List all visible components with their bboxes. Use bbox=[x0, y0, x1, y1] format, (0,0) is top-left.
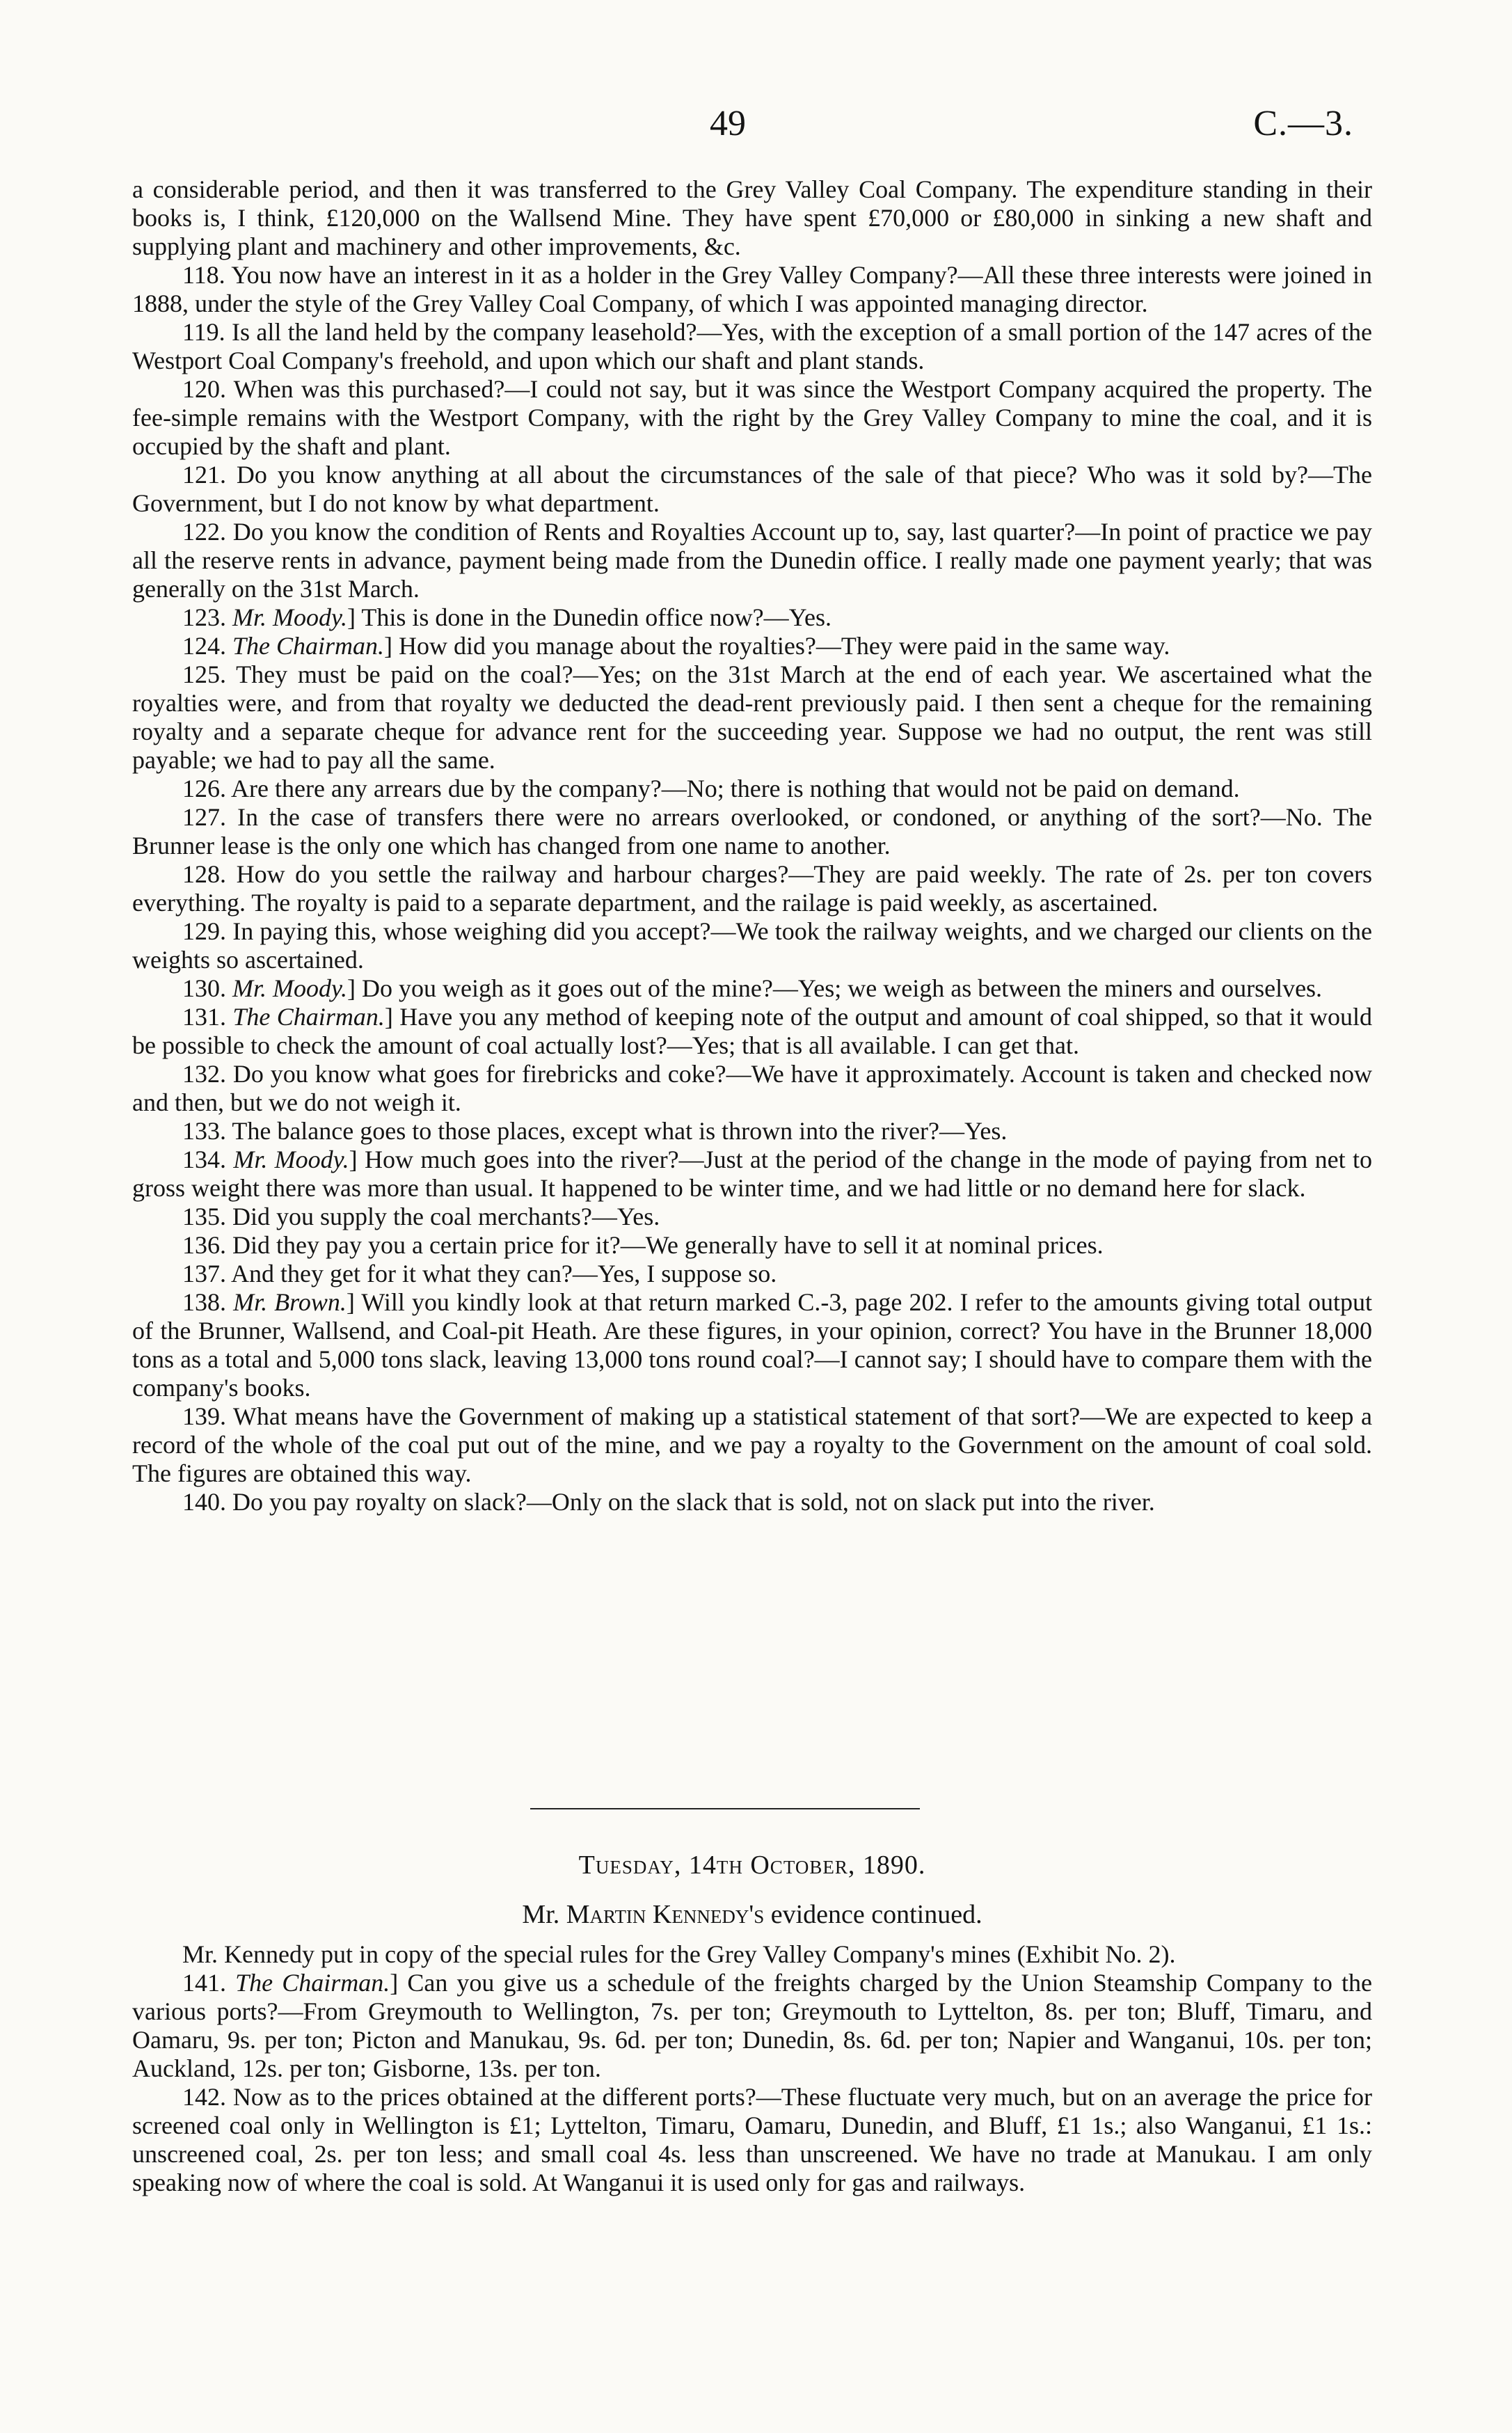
paragraph: 134. Mr. Moody.] How much goes into the river?—Just at the period of the change in the mode of paying from net to gross weight there was more than usual. It happened to be winter time, and we had little or no demand here for slack. bbox=[132, 1146, 1372, 1202]
question-number: 138. bbox=[182, 1288, 226, 1316]
paragraph: 118. You now have an interest in it as a holder in the Grey Valley Company?—All these three interests were joined in 1888, under the style of the Grey Valley Coal Company, of which I was appointed managing director. bbox=[132, 261, 1372, 317]
paragraph-text: Will you kindly look at that return marked C.-3, page 202. I refer to the amounts giving total output of the Brunner, Wallsend, and Coal-pit Heath. Are these figures, in your opinion, correct? You have in the Brunner 18,000 tons as a total and 5,000 tons slack, leaving 13,000 tons round coal?—I cannot say; I should have to compare them with the company's books. bbox=[132, 1288, 1372, 1402]
question-number: 123. bbox=[182, 603, 226, 631]
paragraph: 133. The balance goes to those places, except what is thrown into the river?—Yes. bbox=[182, 1117, 1008, 1145]
paragraph: 138. Mr. Brown.] Will you kindly look at that return marked C.-3, page 202. I refer to the amounts giving total output of the Brunner, Wallsend, and Coal-pit Heath. Are these figures, in your opinion, correct? You have in the Brunner 18,000 tons as a total and 5,000 tons slack, leaving 13,000 tons round coal?—I cannot say; I should have to compare them with the company's books. bbox=[132, 1288, 1372, 1402]
paragraph: 136. Did they pay you a certain price for it?—We generally have to sell it at nominal prices. bbox=[182, 1231, 1104, 1259]
paragraph: 120. When was this purchased?—I could not say, but it was since the Westport Company acquired the property. The fee-simple remains with the Westport Company, with the right by the Grey Valley Company to mine the coal, and it is occupied by the shaft and plant. bbox=[132, 375, 1372, 460]
paragraph-text: Can you give us a schedule of the freights charged by the Union Steamship Company to the various ports?—From Greymouth to Wellington, 7s. per ton; Greymouth to Lyttelton, 8s. per ton; Bluff, Timaru, and Oamaru, 9s. per ton; Picton and Manukau, 9s. 6d. per ton; Dunedin, 8s. 6d. per ton; Napier and Wanganui, 10s. per ton; Auckland, 12s. per ton; Gisborne, 13s. per ton. bbox=[132, 1969, 1372, 2082]
paragraph: 140. Do you pay royalty on slack?—Only on the slack that is sold, not on slack put into the river. bbox=[182, 1488, 1155, 1516]
paragraph: 141. The Chairman.] Can you give us a schedule of the freights charged by the Union Steamship Company to the various ports?—From Greymouth to Wellington, 7s. per ton; Greymouth to Lyttelton, 8s. per ton; Bluff, Timaru, and Oamaru, 9s. per ton; Picton and Manukau, 9s. 6d. per ton; Dunedin, 8s. 6d. per ton; Napier and Wanganui, 10s. per ton; Auckland, 12s. per ton; Gisborne, 13s. per ton. bbox=[132, 1969, 1372, 2082]
section-divider bbox=[530, 1808, 920, 1809]
paragraph: 121. Do you know anything at all about the circumstances of the sale of that piece? Who was it sold by?—The Government, but I do not know by what department. bbox=[132, 461, 1372, 517]
evidence-body bbox=[132, 175, 1372, 1516]
speaker: The Chairman. bbox=[232, 632, 385, 660]
page-number: 49 bbox=[710, 104, 746, 143]
paragraph: Mr. Kennedy put in copy of the special rules for the Grey Valley Company's mines (Exhibit No. 2). bbox=[182, 1940, 1176, 1968]
continued-evidence-section bbox=[132, 1851, 1372, 2197]
speaker: Mr. Moody. bbox=[233, 1146, 349, 1173]
paragraph: 126. Are there any arrears due by the company?—No; there is nothing that would not be paid on demand. bbox=[182, 775, 1240, 802]
paragraph: 137. And they get for it what they can?—Yes, I suppose so. bbox=[182, 1260, 777, 1287]
paragraph-text: This is done in the Dunedin office now?—Yes. bbox=[356, 603, 831, 631]
question-number: 134. bbox=[182, 1146, 226, 1173]
paragraph: 119. Is all the land held by the company leasehold?—Yes, with the exception of a small portion of the 147 acres of the Westport Coal Company's freehold, and upon which our shaft and plant stands. bbox=[132, 318, 1372, 374]
paragraph: a considerable period, and then it was transferred to the Grey Valley Coal Company. The expenditure standing in their books is, I think, £120,000 on the Wallsend Mine. They have spent £70,000 or £80,000 in sinking a new shaft and supplying plant and machinery and other improvements, &c. bbox=[132, 175, 1372, 260]
question-number: 130. bbox=[182, 974, 226, 1002]
paragraph-text: How much goes into the river?—Just at the period of the change in the mode of paying from net to gross weight there was more than usual. It happened to be winter time, and we had little or no demand here for slack. bbox=[132, 1146, 1372, 1202]
paragraph: 139. What means have the Government of making up a statistical statement of that sort?—We are expected to keep a record of the whole of the coal put out of the mine, and we pay a royalty to the Government on the amount of coal sold. The figures are obtained this way. bbox=[132, 1402, 1372, 1487]
date-heading: Tuesday, 14th October, 1890. bbox=[578, 1850, 926, 1880]
witness-prefix: Mr. bbox=[522, 1900, 566, 1929]
paragraph: 142. Now as to the prices obtained at the different ports?—These fluctuate very much, but on an average the price for screened coal only in Wellington is £1; Lyttelton, Timaru, Oamaru, Dunedin, and Bluff, £1 1s.; also Wanganui, £1 1s.: unscreened coal, 2s. per ton less; and small coal 4s. less than unscreened. We have no trade at Manukau. I am only speaking now of where the coal is sold. At Wanganui it is used only for gas and railways. bbox=[132, 2083, 1372, 2196]
speaker: Mr. Moody. bbox=[232, 603, 347, 631]
paragraph: 125. They must be paid on the coal?—Yes; on the 31st March at the end of each year. We ascertained what the royalties were, and from that royalty we deducted the dead-rent previously paid. I then sent a cheque for the remaining royalty and a separate cheque for advance rent for the succeeding year. Suppose we had no output, the rent was still payable; we had to pay all the same. bbox=[132, 660, 1372, 774]
paragraph: 131. The Chairman.] Have you any method of keeping note of the output and amount of coal shipped, so that it would be possible to check the amount of coal actually lost?—Yes; that is all available. I can get that. bbox=[132, 1003, 1373, 1059]
paragraph: 123. Mr. Moody.] This is done in the Dunedin office now?—Yes. bbox=[182, 603, 831, 631]
witness-heading bbox=[132, 1901, 1372, 1929]
question-number: 141. bbox=[182, 1969, 226, 1997]
paragraph: 122. Do you know the condition of Rents and Royalties Account up to, say, last quarter?—In point of practice we pay all the reserve rents in advance, payment being made from the Dunedin office. I really made one payment yearly; that was generally on the 31st March. bbox=[132, 518, 1372, 603]
witness-name: Martin Kennedy's bbox=[566, 1900, 765, 1929]
paragraph: 127. In the case of transfers there were no arrears overlooked, or condoned, or anything of the sort?—No. The Brunner lease is the only one which has changed from one name to another. bbox=[132, 803, 1372, 859]
paragraph-text: Have you any method of keeping note of the output and amount of coal shipped, so that it would be possible to check the amount of coal actually lost?—Yes; that is all available. I can get that. bbox=[132, 1003, 1373, 1059]
paragraph: 132. Do you know what goes for firebricks and coke?—We have it approximately. Account is taken and checked now and then, but we do not weigh it. bbox=[132, 1060, 1372, 1116]
witness-suffix: evidence continued. bbox=[764, 1900, 982, 1929]
document-reference: C.—3. bbox=[1253, 104, 1353, 143]
speaker: The Chairman. bbox=[235, 1969, 390, 1997]
paragraph-text: How did you manage about the royalties?—They were paid in the same way. bbox=[392, 632, 1170, 660]
paragraph: 130. Mr. Moody.] Do you weigh as it goes out of the mine?—Yes; we weigh as between the miners and ourselves. bbox=[182, 974, 1323, 1002]
question-number: 131. bbox=[182, 1003, 226, 1031]
speaker: The Chairman. bbox=[232, 1003, 385, 1031]
paragraph-text: Do you weigh as it goes out of the mine?—Yes; we weigh as between the miners and ourselves. bbox=[356, 974, 1323, 1002]
paragraph: 135. Did you supply the coal merchants?—Yes. bbox=[182, 1203, 660, 1230]
paragraph: 124. The Chairman.] How did you manage about the royalties?—They were paid in the same way. bbox=[182, 632, 1170, 660]
speaker: Mr. Brown. bbox=[233, 1288, 347, 1316]
paragraph: 128. How do you settle the railway and harbour charges?—They are paid weekly. The rate of 2s. per ton covers everything. The royalty is paid to a separate department, and the railage is paid weekly, as ascertained. bbox=[132, 860, 1372, 917]
speaker: Mr. Moody. bbox=[232, 974, 347, 1002]
paragraph: 129. In paying this, whose weighing did you accept?—We took the railway weights, and we charged our clients on the weights so ascertained. bbox=[132, 917, 1372, 974]
question-number: 124. bbox=[182, 632, 226, 660]
